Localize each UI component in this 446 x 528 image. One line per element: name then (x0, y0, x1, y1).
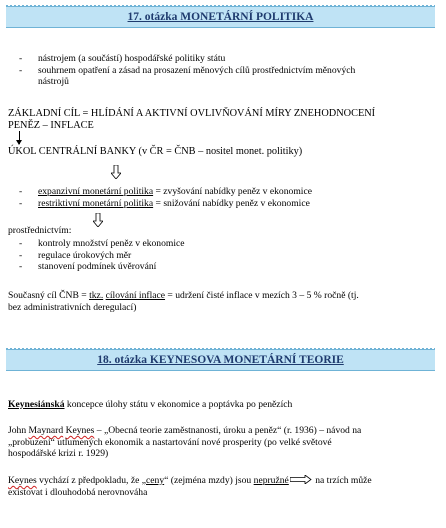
policy-types-list (8, 186, 408, 209)
hollow-arrow-down-icon (93, 213, 103, 227)
intro-list (8, 53, 388, 88)
section-17-heading (6, 6, 435, 28)
list-item: - kontroly množství peněz v ekonomice (8, 238, 308, 250)
hollow-arrow-down-icon (111, 165, 121, 179)
hollow-arrow-right-icon (290, 475, 312, 484)
list-item: - restriktivní monetární politika = snižování nabídky peněz v ekonomice (8, 198, 408, 210)
cnb-goal: Současný cíl ČNB = tkz. cílování inflace = udržení čisté inflace v mezích 3 – 5 % ročně (tj. bez administrativních deregulací) (8, 290, 359, 313)
keynes-premise: Keynes vychází z předpokladu, že „ceny“ (zejména mzdy) jsou nepružné na trzích může existovat i dlouhodobá nerovnováha (8, 475, 372, 498)
means-list (8, 238, 308, 273)
list-item: - nástrojem (a součástí) hospodářské politiky státu (8, 53, 388, 65)
keynes-concept: Keynesiánská koncepce úlohy státu v ekonomice a poptávka po penězích (8, 399, 293, 410)
list-item: - regulace úrokových měr (8, 250, 308, 262)
section-17-title: 17. otázka MONETÁRNÍ POLITIKA (127, 11, 314, 23)
arrow-down-icon (19, 131, 20, 144)
keynes-author: John Maynard Keynes – „Obecná teorie zaměstnanosti, úroku a peněz“ (r. 1936) – návod na „probuzení“ utlumených ekonomik a nastartování nové prosperity (po velké světové hospodářské krizi r. 1929) (8, 425, 362, 460)
means-label: prostřednictvím: (8, 225, 72, 236)
list-item: - souhrnem opatření a zásad na prosazení měnových cílů prostřednictvím měnových nástrojů (8, 65, 388, 88)
section-18-heading (6, 349, 435, 371)
list-item: - expanzivní monetární politika = zvyšování nabídky peněz v ekonomice (8, 186, 408, 198)
central-bank-task: ÚKOL CENTRÁLNÍ BANKY (v ČR = ČNB – nositel monet. politiky) (8, 146, 303, 157)
section-18-title: 18. otázka KEYNESOVA MONETÁRNÍ TEORIE (97, 354, 344, 366)
list-item: - stanovení podmínek úvěrování (8, 261, 308, 273)
main-goal: ZÁKLADNÍ CÍL = HLÍDÁNÍ A AKTIVNÍ OVLIVŇOVÁNÍ MÍRY ZNEHODNOCENÍ PENĚZ – INFLACE (8, 108, 376, 131)
